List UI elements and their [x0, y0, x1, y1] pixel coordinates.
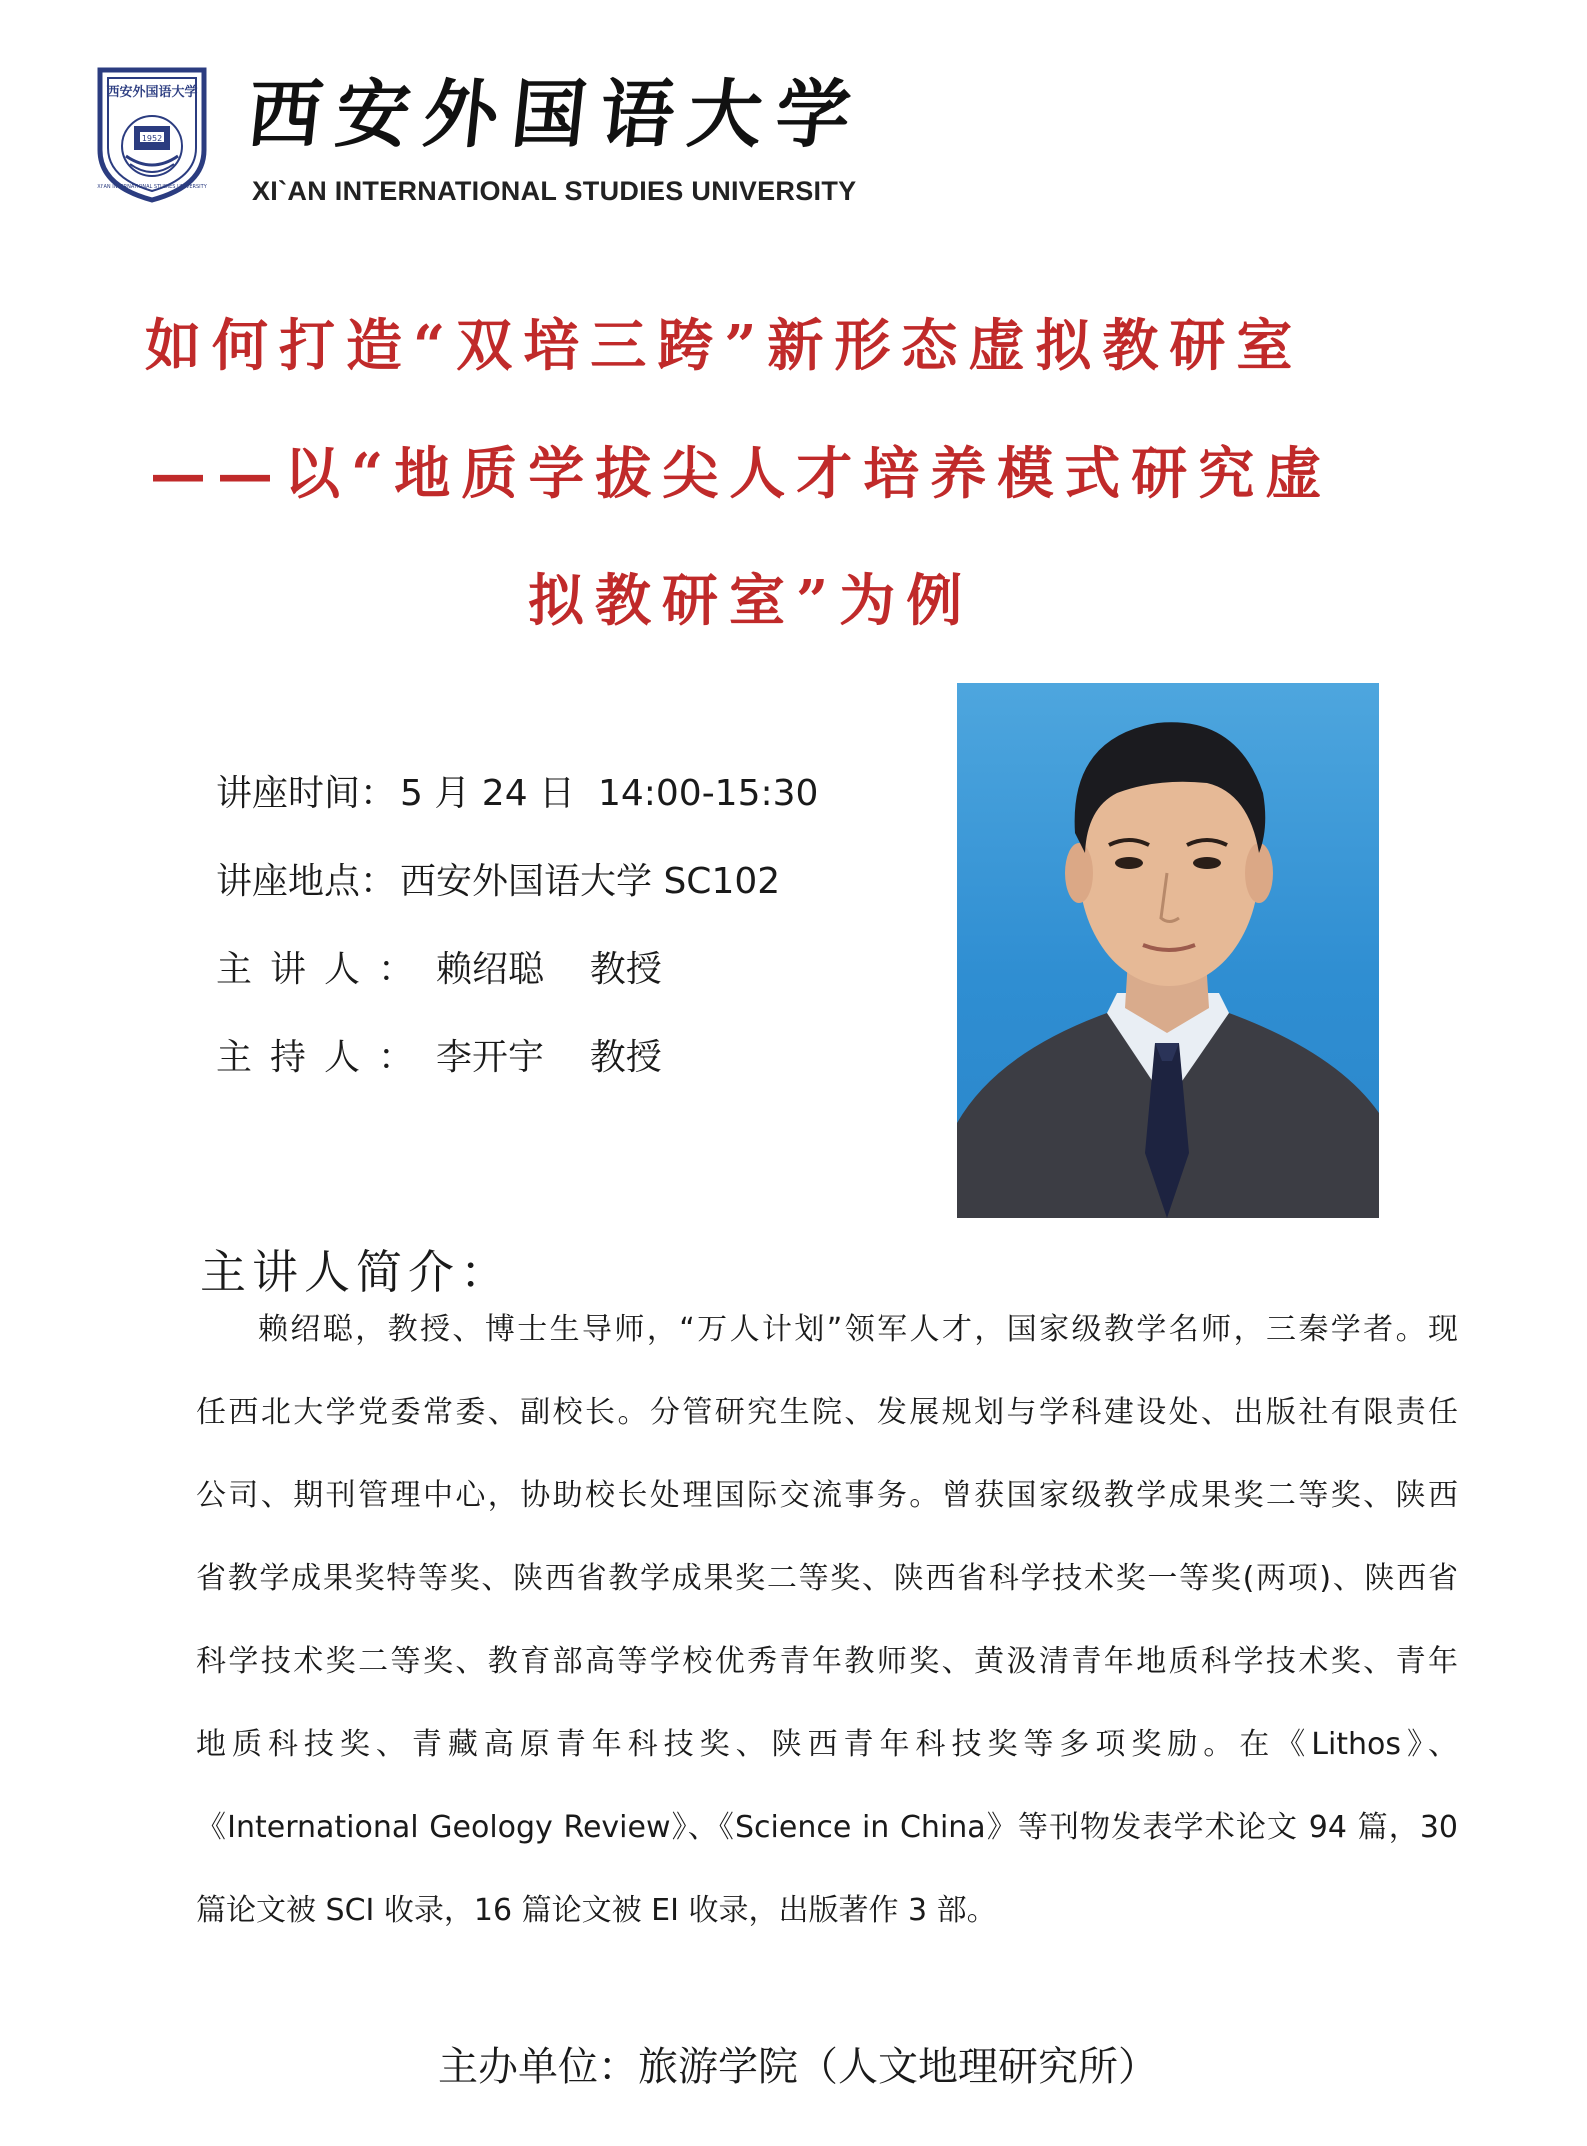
- bio-line: 科学技术奖二等奖、教育部高等学校优秀青年教师奖、黄汲清青年地质科学技术奖、青年: [196, 1644, 1458, 1679]
- university-name-english: XI`AN INTERNATIONAL STUDIES UNIVERSITY: [252, 176, 857, 206]
- university-name-chinese: 西安外国语大学: [243, 72, 869, 158]
- info-value: 李开宇 教授: [436, 1037, 662, 1078]
- info-value: 西安外国语大学 SC102: [400, 861, 781, 902]
- info-value: 赖绍聪 教授: [436, 949, 662, 990]
- info-label: 主讲人：: [216, 949, 433, 990]
- info-label: 讲座地点：: [216, 861, 397, 902]
- bio-line: 地质科技奖、青藏高原青年科技奖、陕西青年科技奖等多项奖励。在《Lithos》、: [196, 1727, 1458, 1762]
- lecture-title-line-1: 如何打造“双培三跨”新形态虚拟教研室: [145, 313, 1304, 379]
- lecture-title-line-2: ——以“地质学拔尖人才培养模式研究虚: [150, 441, 1333, 507]
- bio-line: 公司、期刊管理中心，协助校长处理国际交流事务。曾获国家级教学成果奖二等奖、陕西: [196, 1478, 1458, 1513]
- lecture-host-row: [216, 1029, 662, 1080]
- bio-line: 《International Geology Review》、《Science in China》等刊物发表学术论文 94 篇，30: [196, 1810, 1458, 1845]
- bio-line: 省教学成果奖特等奖、陕西省教学成果奖二等奖、陕西省科学技术奖一等奖(两项)、陕西省: [196, 1561, 1458, 1596]
- info-value: 5 月 24 日 14:00-15:30: [400, 773, 819, 814]
- emblem-year: 1952: [141, 134, 163, 143]
- lecture-speaker-row: [216, 941, 662, 992]
- lecture-location-row: [216, 853, 780, 904]
- speaker-photo: [957, 683, 1379, 1218]
- university-emblem: [92, 64, 212, 204]
- emblem-text: 西安外国语大学: [106, 85, 198, 100]
- emblem-en: XI'AN INTERNATIONAL STUDIES UNIVERSITY: [97, 184, 207, 190]
- speaker-bio-heading: 主讲人简介：: [200, 1245, 512, 1299]
- organizer: 主办单位：旅游学院（人文地理研究所）: [438, 2044, 1158, 2090]
- bio-line: 任西北大学党委常委、副校长。分管研究生院、发展规划与学科建设处、出版社有限责任: [196, 1395, 1458, 1430]
- info-label: 讲座时间：: [216, 773, 397, 814]
- lecture-time-row: [216, 765, 818, 816]
- info-label: 主持人：: [216, 1037, 433, 1078]
- bio-line: 篇论文被 SCI 收录，16 篇论文被 EI 收录，出版著作 3 部。: [196, 1893, 997, 1928]
- bio-line: 赖绍聪，教授、博士生导师，“万人计划”领军人才，国家级教学名师，三秦学者。现: [258, 1312, 1458, 1347]
- lecture-title-line-3: 拟教研室”为例: [528, 568, 974, 634]
